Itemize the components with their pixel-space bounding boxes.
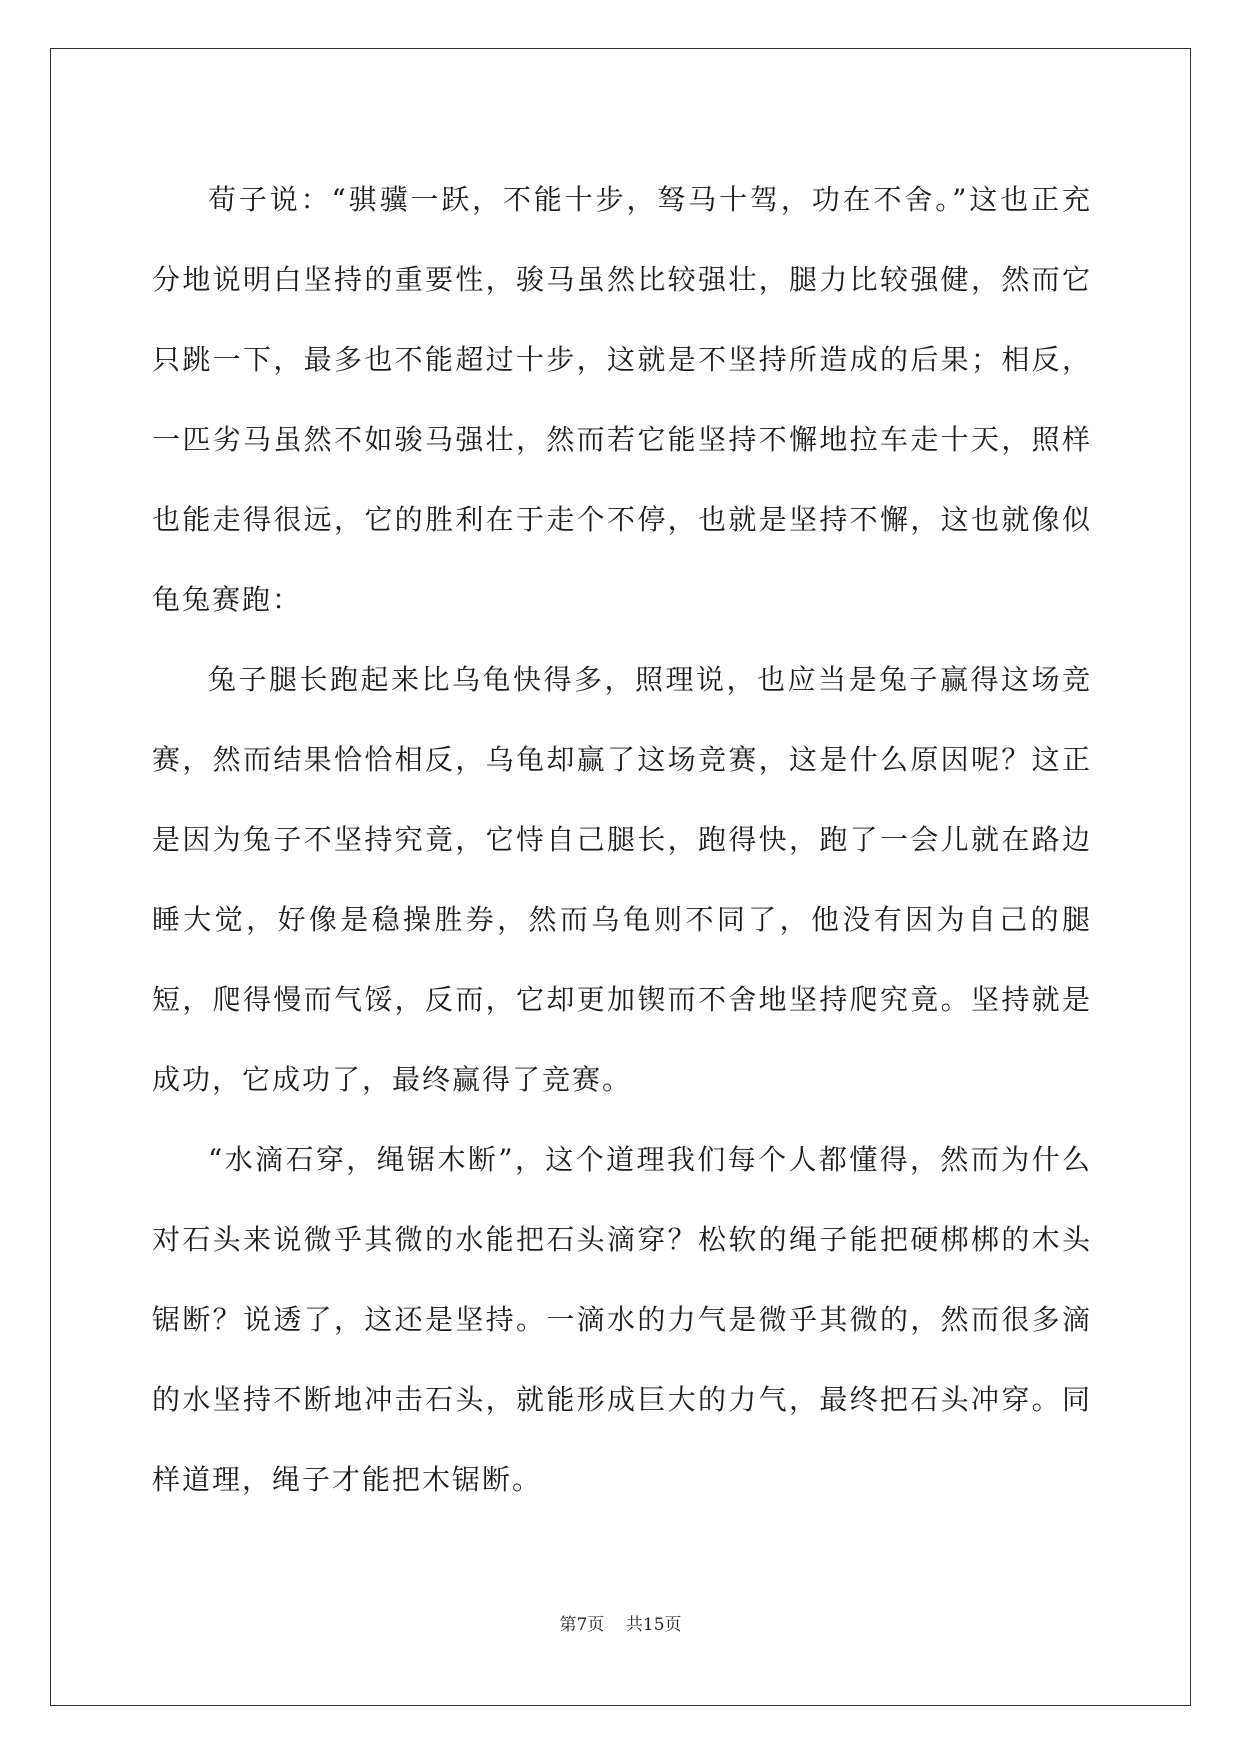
paragraph-tortoise-hare: 兔子腿长跑起来比乌龟快得多，照理说，也应当是兔子赢得这场竞赛，然而结果恰恰相反，乌龟却赢了这场竞赛，这是什么原因呢？这正是因为兔子不坚持究竟，它恃自己腿长，跑得快，跑了一会儿就在路边睡大觉，好像是稳操胜券，然而乌龟则不同了，他没有因为自己的腿短，爬得慢而气馁，反而，它却更加锲而不舍地坚持爬究竟。坚持就是成功，它成功了，最终赢得了竞赛。: [152, 663, 1092, 1096]
page-total: 共15页: [625, 1615, 682, 1635]
document-body: [152, 160, 1092, 1520]
paragraph-xunzi: 荀子说：“骐骥一跃，不能十步，驽马十驾，功在不舍。”这也正充分地说明白坚持的重要性，骏马虽然比较强壮，腿力比较强健，然而它只跳一下，最多也不能超过十步，这就是不坚持所造成的后果；相反，一匹劣马虽然不如骏马强壮，然而若它能坚持不懈地拉车走十天，照样也能走得很远，它的胜利在于走个不停，也就是坚持不懈，这也就像似龟兔赛跑：: [152, 183, 1092, 616]
page-number: 第7页: [559, 1615, 605, 1635]
paragraph-water-drop: “水滴石穿，绳锯木断”，这个道理我们每个人都懂得，然而为什么对石头来说微乎其微的水能把石头滴穿？松软的绳子能把硬梆梆的木头锯断？说透了，这还是坚持。一滴水的力气是微乎其微的，然而很多滴的水坚持不断地冲击石头，就能形成巨大的力气，最终把石头冲穿。同样道理，绳子才能把木锯断。: [152, 1143, 1092, 1496]
page-footer: [0, 1610, 1241, 1635]
